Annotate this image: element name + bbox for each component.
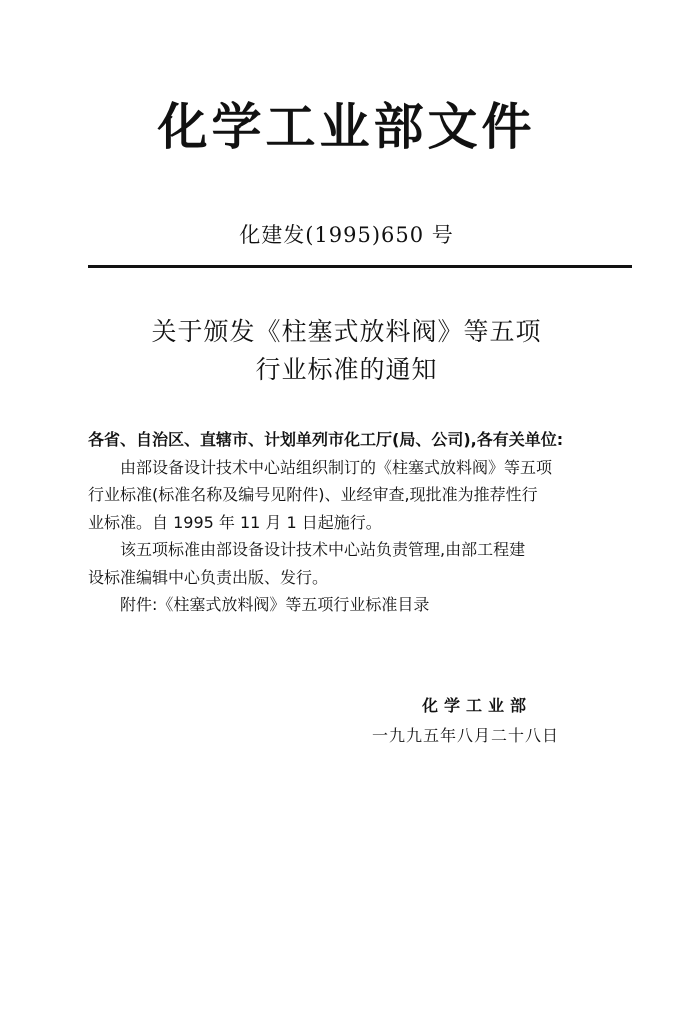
notice-title xyxy=(0,313,693,389)
document-header-title: 化学工业部文件 xyxy=(157,97,536,156)
issue-date: 一九九五年八月二十八日 xyxy=(372,726,560,745)
signature-block xyxy=(372,691,612,751)
header-divider xyxy=(88,265,632,268)
notice-body xyxy=(88,426,648,619)
body-text-line: 设标准编辑中心负责出版、发行。 xyxy=(88,567,329,587)
notice-title-line: 行业标准的通知 xyxy=(255,355,438,384)
body-text-line: 行业标准(标准名称及编号见附件)、业经审查,现批准为推荐性行 xyxy=(88,485,538,504)
body-text-line: 由部设备设计技术中心站组织制订的《柱塞式放料阀》等五项 xyxy=(120,457,553,477)
document-number: 化建发(1995)650 号 xyxy=(239,223,454,247)
issuing-organization: 化学工业部 xyxy=(422,696,533,715)
addressee-line: 各省、自治区、直辖市、计划单列市化工厅(局、公司),各有关单位: xyxy=(88,430,564,449)
body-text-line: 业标准。自 1995 年 11 月 1 日起施行。 xyxy=(88,512,382,532)
attachment-line: 附件:《柱塞式放料阀》等五项行业标准目录 xyxy=(120,595,430,614)
body-text-line: 该五项标准由部设备设计技术中心站负责管理,由部工程建 xyxy=(120,540,526,559)
notice-title-line: 关于颁发《柱塞式放料阀》等五项 xyxy=(151,317,542,346)
